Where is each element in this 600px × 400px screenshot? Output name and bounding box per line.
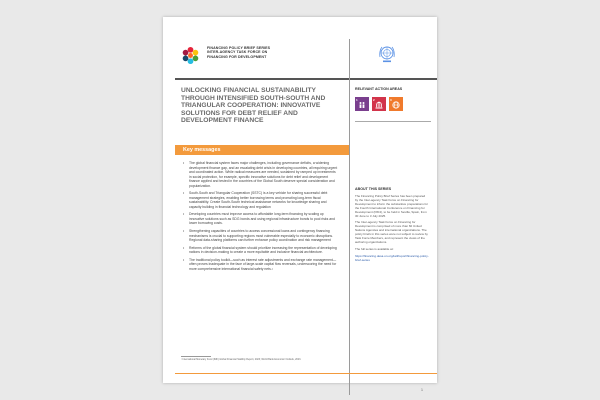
action-area-number: 3 (390, 97, 392, 102)
key-messages-list (183, 161, 338, 275)
bullet-icon: • (183, 212, 185, 217)
bullet-icon: • (183, 191, 185, 196)
list-item: • South-South and Triangular Cooperation (SSTC) is a key vehicle for sharing successful debt management strategies, enabling better borrowing terms and promoting long-term fiscal sustainability. Create South-South technical assistance networks for knowledge sharing and capacity building in financial technology and regulation (183, 191, 328, 209)
ffd-logo-icon (181, 46, 200, 65)
document-page (163, 17, 437, 392)
footnote-rule (181, 356, 211, 357)
bank-icon (375, 101, 383, 109)
action-area-3-tile[interactable] (389, 97, 403, 111)
page-number: 1 (421, 388, 423, 392)
sidebar-divider (355, 121, 431, 122)
un-emblem-icon (377, 44, 397, 64)
footnote: ¹ International Monetary Fund (IMF) Global Financial Stability Report, 2023; World Bank Economic Outlook, 2023. (181, 358, 302, 361)
list-item: • The global financial system faces major challenges, including governance deficits, a widening development finance gap, and an escalating debt crisis in developing countries, all requiring urgent and coordinated action. While radical measures are needed, sustained by ramped up investments in social protection, for example, specific innovative solutions for debt relief and development finance applied and tested in the countries of the Global South deserve special consideration and popularization. (183, 161, 338, 188)
bullet-icon: • (183, 257, 185, 262)
action-areas-title: RELEVANT ACTION AREAS (355, 87, 403, 91)
list-item: • Strengthening capacities of countries to access concessional loans and contingency financing mechanisms is crucial to supporting regions most vulnerable especially to economic disruptions. Regional data-sharing platforms can further enhance policy coordination and risk management (183, 229, 333, 243)
action-area-number: 2 (373, 97, 375, 102)
about-series-title: ABOUT THIS SERIES (355, 187, 392, 191)
action-area-2-tile[interactable] (372, 97, 386, 111)
about-paragraph: The full series is available at: (355, 246, 394, 251)
series-link[interactable]: https://financing.desa.un.org/iatf/report/financing-policy-brief-series (355, 253, 429, 262)
bullet-icon: • (183, 229, 185, 234)
brief-title: UNLOCKING FINANCIAL SUSTAINABILITY THROUGH INTENSIFIED SOUTH-SOUTH AND TRIANGULAR COOPERATION: INNOVATIVE SOLUTIONS FOR DEBT RELIEF AND DEVELOPMENT FINANCE (181, 87, 326, 125)
people-icon (358, 101, 366, 109)
series-label: FINANCING POLICY BRIEF SERIES INTER-AGENCY TASK FORCE ON FINANCING FOR DEVELOPMENT (207, 46, 271, 59)
about-paragraph: The Inter-agency Task Force on Financing for Development is comprised of more than 60 United Nations Agencies and international organizations. The policy briefs in this series were not subject to review by Task Force Members, and represent the views of the authoring organizations. (355, 220, 428, 244)
action-area-number: 1 (356, 97, 358, 102)
key-messages-heading: Key messages (175, 145, 349, 155)
action-area-1-tile[interactable] (355, 97, 369, 111)
bullet-icon: • (183, 245, 185, 250)
bullet-icon: • (183, 161, 185, 165)
column-divider (349, 39, 350, 395)
list-item: • The traditional policy toolkit—such as interest rate adjustments and exchange rate management—often proves inadequate in the face of large-scale capital flow reversals, underscoring the need for more comprehensive international financial safety nets.¹ (183, 257, 337, 271)
globe-icon (392, 101, 400, 109)
header-divider (175, 78, 437, 80)
footer-accent-bar (175, 373, 437, 374)
list-item: • Reforms of the global financial system should prioritize increasing the representation of developing nations in decision-making to create a more equitable and inclusive financial architecture. (183, 245, 337, 255)
about-paragraph: The Financing Policy Brief Series has been prepared by the Inter-agency Task Force on Financing for Development to inform the substantive preparations for the Fourth International Conference on Financing for Development (FfD4), to be held in Sevilla, Spain, from 30 June to 3 July 2025. (355, 194, 429, 218)
list-item: • Developing countries must improve access to affordable long-term financing by scaling up innovative solutions such as SDG bonds and using regional infrastructure bonds to pool risks and lower borrowing costs. (183, 212, 335, 226)
about-series-text (355, 195, 429, 266)
